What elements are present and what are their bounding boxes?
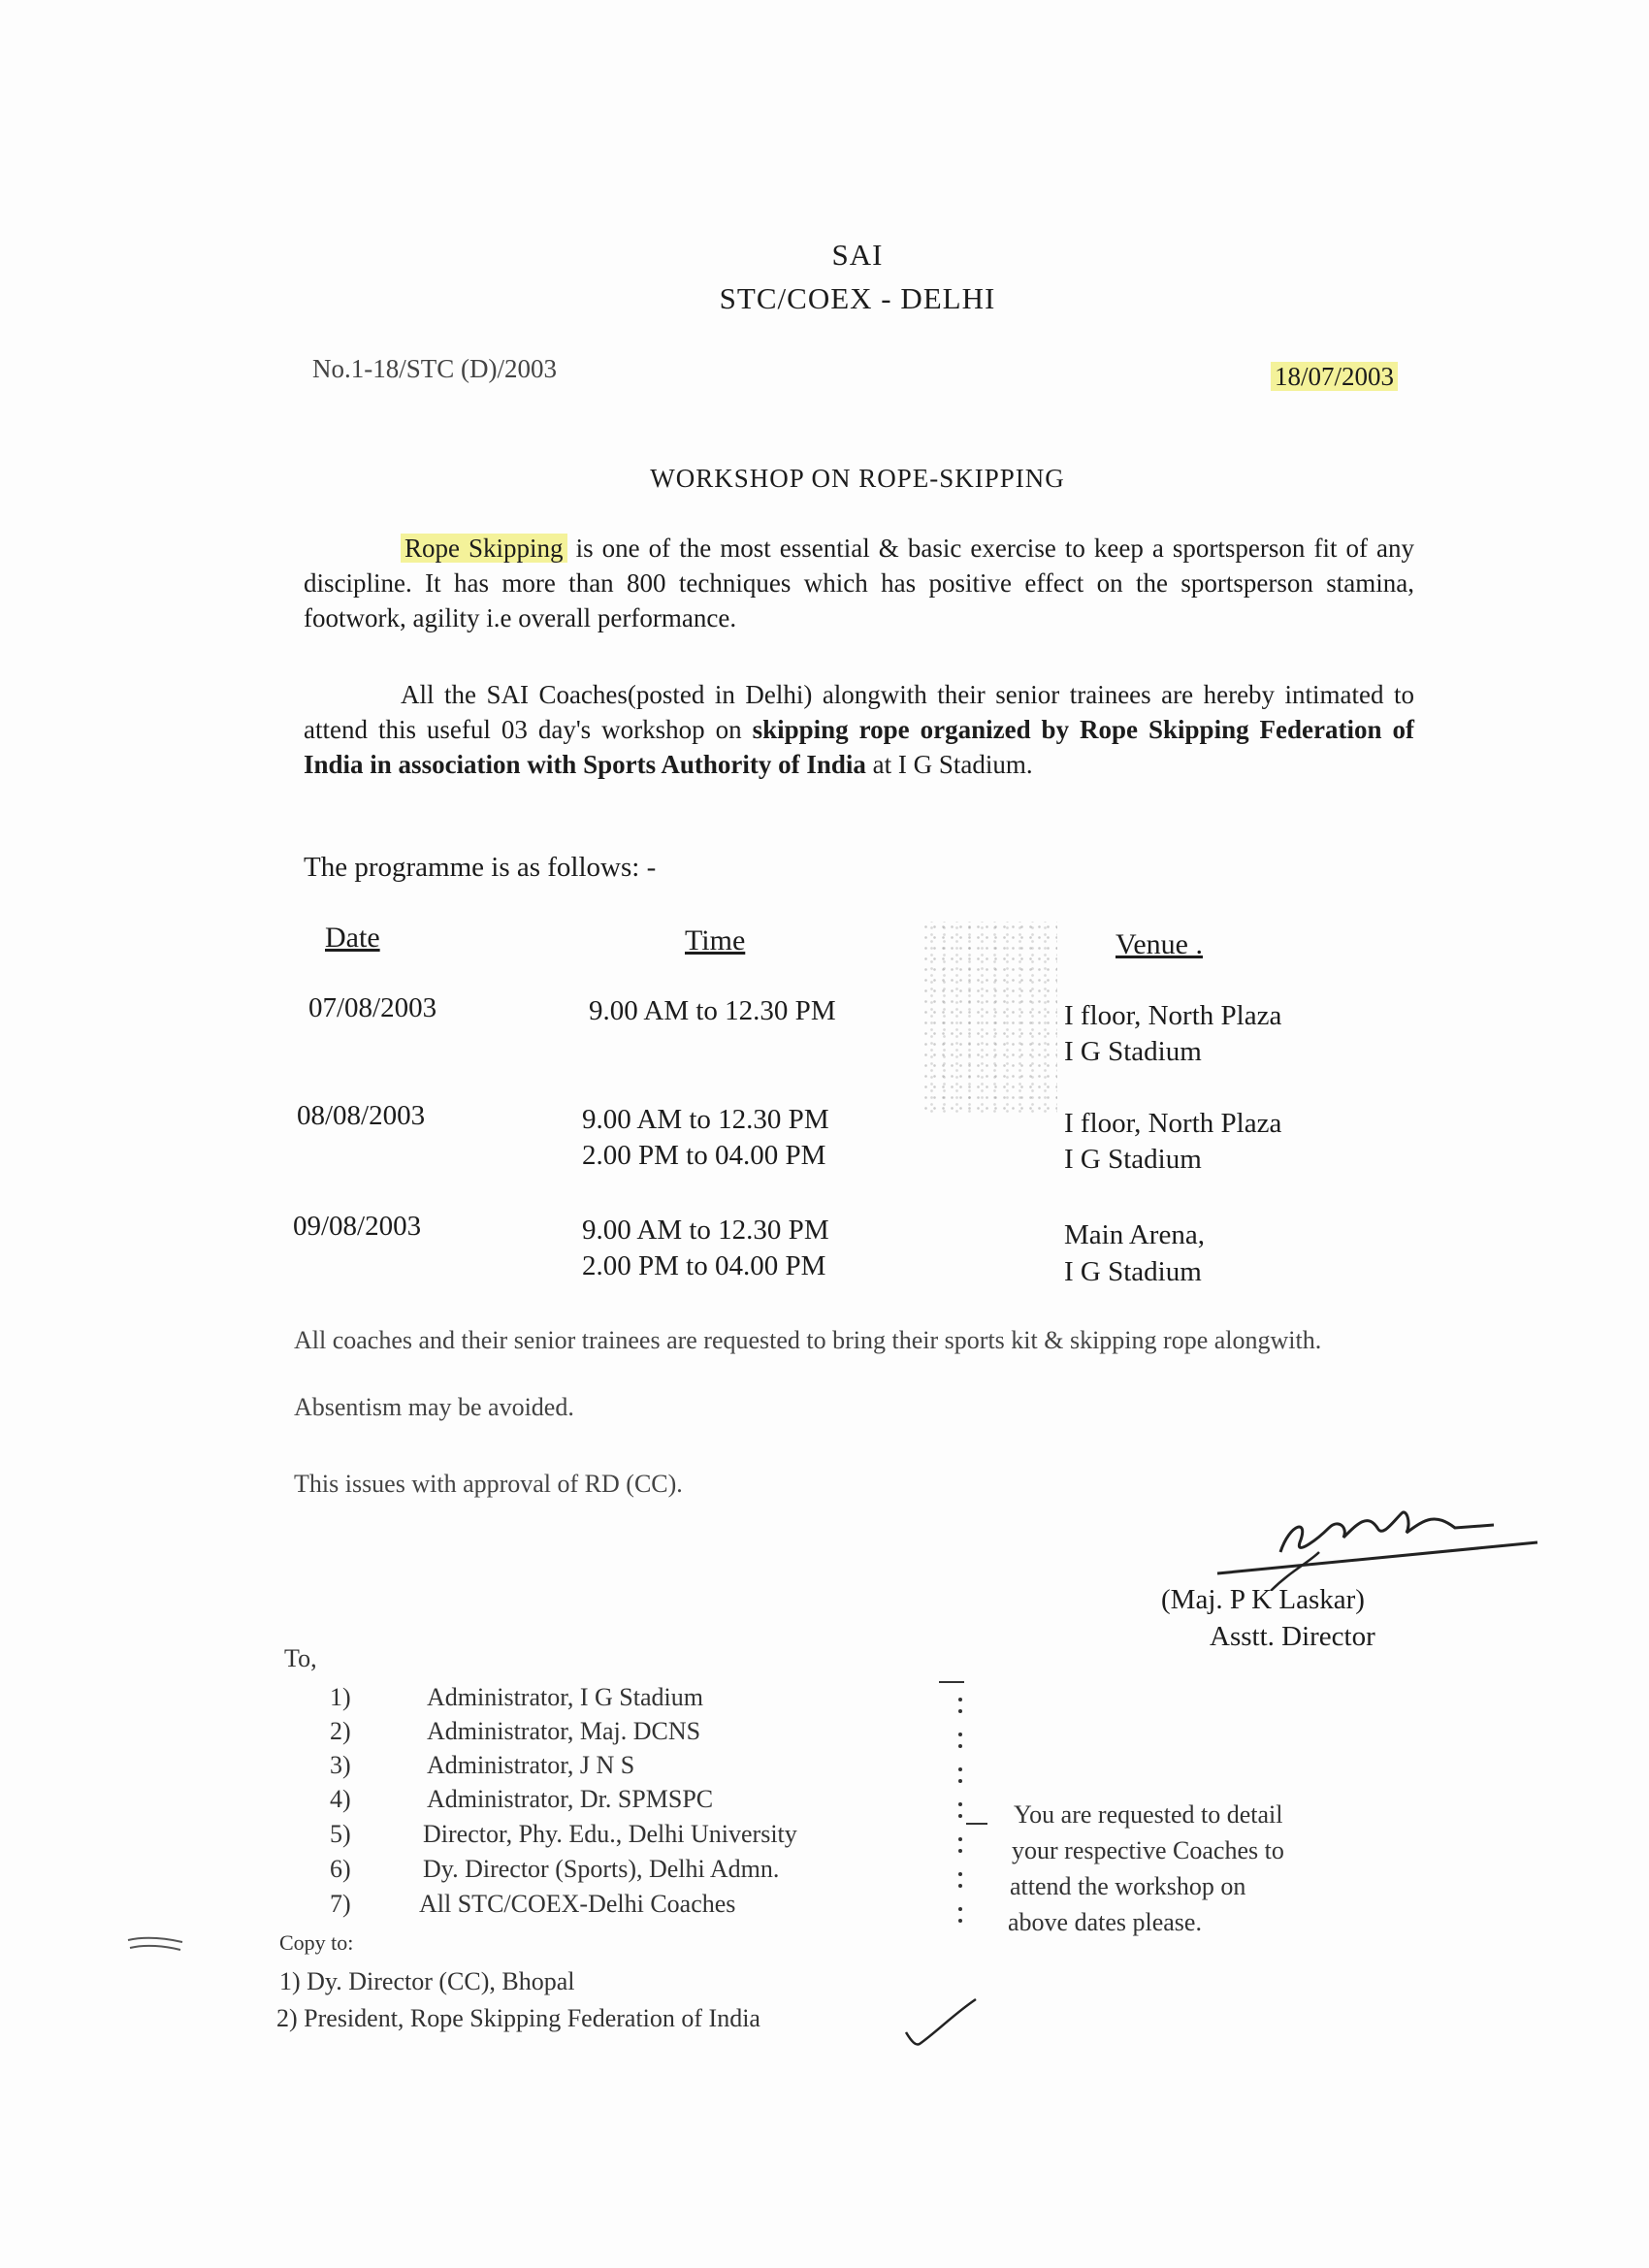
letter-date — [1271, 362, 1398, 392]
list-item-number: 1) — [330, 1683, 351, 1711]
table-row-date: 07/08/2003 — [308, 992, 437, 1023]
request-note-line-4: above dates please. — [1008, 1908, 1202, 1936]
list-item: All STC/COEX-Delhi Coaches — [419, 1890, 736, 1918]
paragraph-instruction-c: at I G Stadium. — [872, 750, 1033, 779]
list-item-number: 3) — [330, 1751, 351, 1779]
stamp-smudge — [922, 922, 1057, 1116]
request-note-line-3: attend the workshop on — [1010, 1872, 1246, 1900]
request-note-line-2: your respective Coaches to — [1012, 1836, 1284, 1864]
list-item: Administrator, I G Stadium — [427, 1683, 703, 1711]
list-item: Dy. Director (Sports), Delhi Admn. — [423, 1855, 780, 1883]
signatory-designation: Asstt. Director — [1210, 1621, 1375, 1652]
to-label: To, — [284, 1644, 317, 1672]
list-item: Administrator, J N S — [427, 1751, 635, 1779]
table-row-venue: I floor, North Plaza — [1064, 1108, 1282, 1139]
table-row-venue: I floor, North Plaza — [1064, 1000, 1282, 1031]
approval-note: This issues with approval of RD (CC). — [294, 1470, 683, 1498]
table-row-time: 9.00 AM to 12.30 PM — [589, 995, 836, 1026]
list-item-number: 6) — [330, 1855, 351, 1883]
column-header-time: Time — [685, 924, 746, 956]
signature-scribble — [1203, 1484, 1552, 1591]
paragraph-intro-text: is one of the most essential & basic exercise to keep a sportsperson fit of any discipline. It has more than 800 techniques which has positive effect on the sportsperson stamina, footwork, agility i.e overall performance. — [304, 534, 1415, 632]
paragraph-instruction-b: skipping rope organized by Rope Skipping Federation of India in association with Sports Authority of India — [304, 715, 1414, 779]
programme-intro: The programme is as follows: - — [304, 852, 657, 883]
margin-scribble-icon — [126, 1930, 184, 1960]
header-unit: STC/COEX - DELHI — [719, 281, 996, 315]
list-item-number: 5) — [330, 1820, 351, 1848]
table-row-time-2: 2.00 PM to 04.00 PM — [582, 1250, 826, 1281]
list-item-number: 4) — [330, 1785, 351, 1813]
letter-date-text: 18/07/2003 — [1271, 362, 1398, 391]
letter-title: WORKSHOP ON ROPE-SKIPPING — [650, 464, 1065, 493]
copy-to-item-1: 1) Dy. Director (CC), Bhopal — [279, 1967, 575, 1995]
paragraph-instruction-a: All the SAI Coaches(posted in Delhi) alongwith their senior trainees are hereby intimated to attend this useful 03 day's workshop on — [304, 680, 1414, 744]
signatory-name: (Maj. P K Laskar) — [1161, 1584, 1365, 1615]
tick-mark-icon — [902, 1993, 980, 2052]
table-row-date: 08/08/2003 — [297, 1100, 426, 1131]
table-row-venue-2: I G Stadium — [1064, 1144, 1202, 1175]
request-note-line-1: You are requested to detail — [1014, 1800, 1283, 1829]
table-row-date: 09/08/2003 — [293, 1211, 422, 1242]
table-row-venue: Main Arena, — [1064, 1219, 1205, 1250]
list-item-number: 7) — [330, 1890, 351, 1918]
copy-to-item-2: 2) President, Rope Skipping Federation of India — [276, 2004, 760, 2032]
note-absentism: Absentism may be avoided. — [294, 1393, 574, 1421]
list-item-number: 2) — [330, 1717, 351, 1745]
column-header-date: Date — [325, 922, 380, 954]
column-header-venue: Venue . — [1116, 928, 1203, 960]
paragraph-instruction — [304, 677, 1414, 782]
list-item: Director, Phy. Edu., Delhi University — [423, 1820, 797, 1848]
reference-number: No.1-18/STC (D)/2003 — [312, 354, 557, 383]
header-org: SAI — [831, 238, 884, 272]
list-item: Administrator, Dr. SPMSPC — [427, 1785, 714, 1813]
table-row-venue-2: I G Stadium — [1064, 1256, 1202, 1287]
copy-to-label: Copy to: — [279, 1930, 354, 1955]
table-row-time: 9.00 AM to 12.30 PM — [582, 1215, 829, 1246]
note-bring-kit: All coaches and their senior trainees are requested to bring their sports kit & skipping rope alongwith. — [294, 1326, 1322, 1354]
list-item: Administrator, Maj. DCNS — [427, 1717, 701, 1745]
table-row-time: 9.00 AM to 12.30 PM — [582, 1104, 829, 1135]
highlighted-term: Rope Skipping — [401, 534, 567, 563]
paragraph-intro — [304, 531, 1414, 635]
table-row-time-2: 2.00 PM to 04.00 PM — [582, 1140, 826, 1171]
bracket-colons — [931, 1678, 989, 1940]
table-row-venue-2: I G Stadium — [1064, 1036, 1202, 1067]
